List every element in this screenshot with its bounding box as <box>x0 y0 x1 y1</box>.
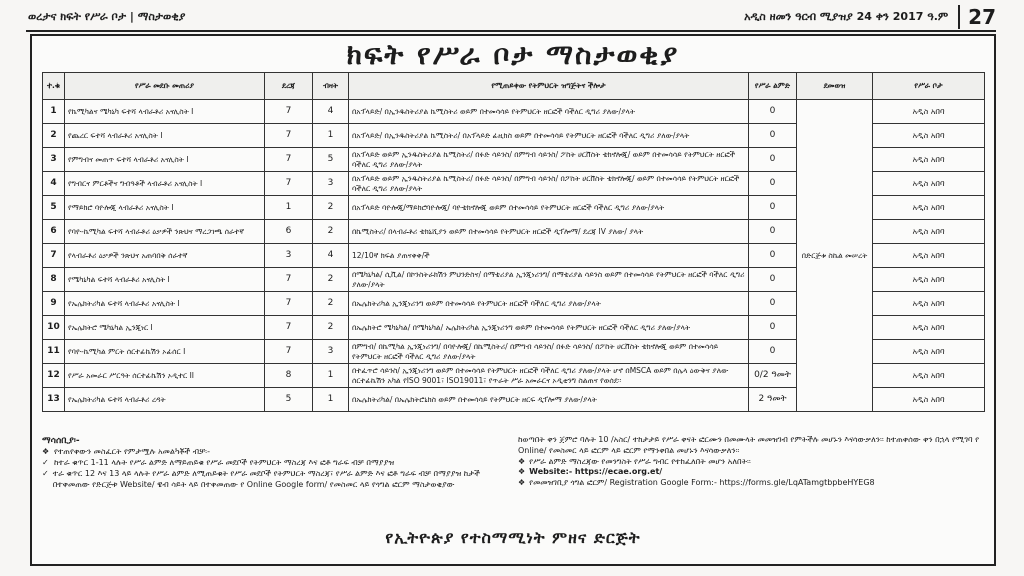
row-number: 1 <box>43 100 65 124</box>
advert-title: ክፍት የሥራ ቦታ ማስታወቂያ <box>346 38 680 71</box>
header-title: የሥራ መደቡ መጠሪያ <box>65 73 265 100</box>
job-experience: 0 <box>749 340 797 364</box>
section-label: ወረታና ክፍት የሥራ ቦታ | ማስታወቂያ <box>28 10 186 23</box>
job-education: በሜካኒካል/ ሲቪል/ በኮንስትራክሽን ምህንድስና/ በማቴሪያል ኢንጂነሪንግ/ በማቴሪያል ሳይንስ ወይም በተመሳሳይ የትምህርት ዘርፎች ባችለር ዲግሪ ያለው/ያላት <box>349 268 749 292</box>
job-education: በኬሚስትሪ/ በላብራቶሪ ቴክኒሺያን ወይም በተመሳሳይ የትምህርት ዘርፎች ዲፕሎማ/ ደረጃ IV ያለው/ ያላት <box>349 220 749 244</box>
job-place: አዲስ አበባ <box>873 388 985 412</box>
job-quantity: 4 <box>313 244 349 268</box>
row-number: 3 <box>43 148 65 172</box>
registration-form-link[interactable]: ❖ የመመዝገቢያ ጎግል ፎርም/ Registration Google Form:- https://forms.gle/LqATamgtbpbeHYEG8 <box>518 478 875 488</box>
job-quantity: 4 <box>313 100 349 124</box>
job-grade: 7 <box>265 340 313 364</box>
job-quantity: 1 <box>313 364 349 388</box>
job-grade: 6 <box>265 220 313 244</box>
job-experience: 0 <box>749 172 797 196</box>
job-grade: 7 <box>265 100 313 124</box>
job-education: በኤሌክትሮ ሜካኒካል/ በሜካኒካል/ ኤሌክትሪካል ኢንጂነሪንግ ወይም በተመሳሳይ የትምህርት ዘርፎች ባችለር ዲግሪ ያለው/ያላት <box>349 316 749 340</box>
row-number: 6 <box>43 220 65 244</box>
advert-frame <box>30 34 996 566</box>
job-grade: 5 <box>265 388 313 412</box>
row-number: 12 <box>43 364 65 388</box>
row-number: 11 <box>43 340 65 364</box>
job-title: የባዮ-ኬሚካል ፍተሻ ላብራቶሪ ዕቃዎች ንጽህና ማረጋገጫ ሰራተኛ <box>65 220 265 244</box>
note-item: ✓ ከተራ ቁጥር 1-11 ላሉት የሥራ ልምድ ለማይጠይቁ የሥራ መደቦች የትምህርት ማስረጃ እና ፎቶ ግራፍ ብቻ በማያያዝ <box>42 457 395 467</box>
salary-cell: በድርጅቱ ስኬል መሠረት <box>797 100 873 412</box>
job-title: የኬሚካልና ሜካኒካ ፍተሻ ላብራቶሪ አናሊስት I <box>65 100 265 124</box>
job-quantity: 2 <box>313 220 349 244</box>
jobs-table <box>42 72 985 412</box>
job-place: አዲስ አበባ <box>873 220 985 244</box>
job-title: የምግብና መጠጥ ፍተሻ ላብራቶሪ አናሊስት I <box>65 148 265 172</box>
job-place: አዲስ አበባ <box>873 292 985 316</box>
header-experience: የሥራ ልምድ <box>749 73 797 100</box>
note-item: ❖ የሥራ ልምድ ማስረጃው የመንግስት የሥራ ግብር የተከፈለበት መሆን አለበት፡፡ <box>518 456 751 466</box>
job-grade: 7 <box>265 268 313 292</box>
job-education: በአፕላይድ/ በኢንዱስትሪያል ኬሚስትሪ ወይም በተመሳሳይ የትምህርት ዘርፎች ባችለር ዲግሪ ያለው/ያላት <box>349 100 749 124</box>
note-item: ✓ ተራ ቁጥር 12 እና 13 ላይ ላሉት የሥራ ልምድ ለሚጠይቁት የሥራ መደቦች የትምህርት ማስረጃ፣ የሥራ ልምድ እና ፎቶ ግራፍ ብቻ በማያያዝ ከታች በተቀመጠው የድርጅቱ Website/ ዌብ ሳይት ላይ በተቀመጠው የ Online Google form/ የመስመር ላይ የጎግል ፎርም ማስታወቂያው <box>42 468 480 489</box>
job-education: በተፈጥሮ ሳይንስ/ ኢንጂነሪንግ ወይም በተመሳሳይ የትምህርት ዘርፎች ባችለር ዲግሪ ያለው/ያላት ሆኖ በMSCA ወይም በሌላ ዕውቅና ያለው ሰርተፊኬሽን አካል የISO 9001፣ ISO19011፣ የጥራት ሥራ አመራርና ኦዲቲንግ ስልጠና የወሰደ፡፡ <box>349 364 749 388</box>
job-title: የላብራቶሪ ዕቃዎች ንጽህና አጠባበቅ ሰራተኛ <box>65 244 265 268</box>
row-number: 10 <box>43 316 65 340</box>
job-experience: 0/2 ዓመት <box>749 364 797 388</box>
job-quantity: 1 <box>313 124 349 148</box>
organization-name: የኢትዮጵያ የተስማሚነት ምዘና ድርጅት <box>385 528 641 547</box>
job-quantity: 2 <box>313 316 349 340</box>
job-title: የግብርና ምርቶችና ግብዓቶች ላብራቶሪ አናሊስት I <box>65 172 265 196</box>
job-experience: 0 <box>749 316 797 340</box>
job-education: በኤሌክትሪካል/ በኤሌክትሮኒክስ ወይም በተመሳሳይ የትምህርት ዘርፍ ዲፕሎማ ያለው/ያላት <box>349 388 749 412</box>
job-experience: 0 <box>749 244 797 268</box>
row-number: 8 <box>43 268 65 292</box>
job-experience: 0 <box>749 148 797 172</box>
job-education: በአፕላይድ ወይም ኢንዱስትሪያል ኬሚስትሪ/ በፉድ ሳይንስ/ በምግብ ሳይንስ/ ፖስት ሀርቨስት ቴክኖሎጂ/ ወይም በተመሳሳይ የትምህርት ዘርፎች ባችለር ዲግሪ ያለው/ያላት <box>349 148 749 172</box>
job-experience: 0 <box>749 124 797 148</box>
job-place: አዲስ አበባ <box>873 316 985 340</box>
page-number: 27 <box>958 5 996 29</box>
job-place: አዲስ አበባ <box>873 244 985 268</box>
job-grade: 7 <box>265 316 313 340</box>
notes-left <box>42 435 512 490</box>
job-quantity: 2 <box>313 196 349 220</box>
row-number: 7 <box>43 244 65 268</box>
job-quantity: 3 <box>313 340 349 364</box>
job-experience: 0 <box>749 292 797 316</box>
job-education: በአፕላይድ ባዮሎጂ/ማይክሮባዮሎጂ/ ባዮቴክኖሎጂ ወይም በተመሳሳይ የትምህርት ዘርፎች ባችለር ዲግሪ ያለው/ያላት <box>349 196 749 220</box>
job-title: የሥራ አመራር ሥርዓት ሰርተፊኬሽን ኦዲተር II <box>65 364 265 388</box>
header-no: ተ.ቁ <box>43 73 65 100</box>
job-title: የሜካኒካል ፍተሻ ላብራቶሪ አናሊስት I <box>65 268 265 292</box>
website-link[interactable]: ❖ Website:- https://ecae.org.et/ <box>518 467 663 477</box>
header-rule <box>26 30 996 32</box>
notes-right <box>518 435 982 489</box>
job-title: የኤሌክትሪካል ፍተሻ ላብራቶሪ አናሊስት I <box>65 292 265 316</box>
job-place: አዲስ አበባ <box>873 172 985 196</box>
job-quantity: 5 <box>313 148 349 172</box>
job-place: አዲስ አበባ <box>873 340 985 364</box>
header-grade: ደረጃ <box>265 73 313 100</box>
row-number: 5 <box>43 196 65 220</box>
job-experience: 2 ዓመት <box>749 388 797 412</box>
job-title: የኤሌክትሮ ሜካኒካል ኢንጂነር I <box>65 316 265 340</box>
job-title: የኤሌክትሪካል ፍተሻ ላብራቶሪ ረዳት <box>65 388 265 412</box>
note-item: ከወጣበት ቀን ጀምሮ ባሉት 10 /አስር/ ተከታታይ የሥራ ቀናት ፎርሙን በመሙላት መመዝገብ የምትችሉ መሆኑን እናሳውቃለን፡፡ ከተጠቀሰው ቀን በኋላ የሚገባ የ Online/ የመስመር ላይ ፎርም ላይ ፎርም የማንቀበል መሆኑን እናሳውቃለን፡፡ <box>518 435 980 455</box>
job-quantity: 3 <box>313 172 349 196</box>
job-place: አዲስ አበባ <box>873 364 985 388</box>
job-place: አዲስ አበባ <box>873 268 985 292</box>
job-quantity: 1 <box>313 388 349 412</box>
issue-date: አዲስ ዘመን ዓርብ ሚያዝያ 24 ቀን 2017 ዓ.ም <box>744 10 949 23</box>
job-education: በኤሌክትሪካል ኢንጂነሪንግ ወይም በተመሳሳይ የትምህርት ዘርፎች ባችለር ዲግሪ ያለው/ያላት <box>349 292 749 316</box>
job-title: የጨረር ፍተሻ ላብራቶሪ አናሊስት I <box>65 124 265 148</box>
job-experience: 0 <box>749 220 797 244</box>
job-quantity: 2 <box>313 292 349 316</box>
row-number: 13 <box>43 388 65 412</box>
header-place: የሥራ ቦታ <box>873 73 985 100</box>
table-row <box>43 100 985 124</box>
job-education: በአፕላይድ/ በኢንዱስትሪያል ኬሚስትሪ/ በአፕላይድ ፊዚክስ ወይም በተመሳሳይ የትምህርት ዘርፎች ባችለር ዲግሪ ያለው/ያላት <box>349 124 749 148</box>
header-quantity: ብዛት <box>313 73 349 100</box>
job-education: 12/10ኛ ክፍል ያጠናቀቀ/ች <box>349 244 749 268</box>
table-header-row <box>43 73 985 100</box>
header-salary: ደመወዝ <box>797 73 873 100</box>
job-title: የማይክሮ ባዮሎጂ ላብራቶሪ አናሊስት I <box>65 196 265 220</box>
job-grade: 7 <box>265 292 313 316</box>
job-place: አዲስ አበባ <box>873 196 985 220</box>
row-number: 4 <box>43 172 65 196</box>
job-grade: 7 <box>265 124 313 148</box>
job-grade: 3 <box>265 244 313 268</box>
job-education: በምግብ/ በኬሚካል ኢንጂነሪንግ/ በባዮሎጂ/ በኬሚስትሪ/ በምግብ ሳይንስ/ በፉድ ሳይንስ/ በፖስት ሀርቨስት ቴክኖሎጂ ወይም በተመሳሳይ የትምህርት ዘርፎች ባችለር ዲግሪ ያለው/ያላት <box>349 340 749 364</box>
notes-title: ማሳሰቢያ፡- <box>42 436 80 446</box>
job-experience: 0 <box>749 196 797 220</box>
page-header <box>28 6 996 28</box>
job-experience: 0 <box>749 100 797 124</box>
job-grade: 7 <box>265 172 313 196</box>
header-education: የሚጠይቀው የትምህርት ዝግጅትና ችሎታ <box>349 73 749 100</box>
job-education: በአፕላይድ ወይም ኢንዱስትሪያል ኬሚስትሪ/ በፉድ ሳይንስ/ በምግብ ሳይንስ/ በፖስት ሀርቨስት ቴክኖሎጂ/ ወይም በተመሳሳይ የትምህርት ዘርፎች ባችለር ዲግሪ ያለው/ያላት <box>349 172 749 196</box>
job-grade: 1 <box>265 196 313 220</box>
job-grade: 7 <box>265 148 313 172</box>
job-quantity: 2 <box>313 268 349 292</box>
job-place: አዲስ አበባ <box>873 148 985 172</box>
row-number: 2 <box>43 124 65 148</box>
job-place: አዲስ አበባ <box>873 100 985 124</box>
note-item: ❖ የተጠየቀውን መስፈርት የምታሟሉ አመልካቾች ብቻ፡- <box>42 447 210 457</box>
job-grade: 8 <box>265 364 313 388</box>
job-place: አዲስ አበባ <box>873 124 985 148</box>
row-number: 9 <box>43 292 65 316</box>
job-experience: 0 <box>749 268 797 292</box>
job-title: የባዮ-ኬሚካል ምርት ሰርተፊኬሽን ኦፊሰር I <box>65 340 265 364</box>
